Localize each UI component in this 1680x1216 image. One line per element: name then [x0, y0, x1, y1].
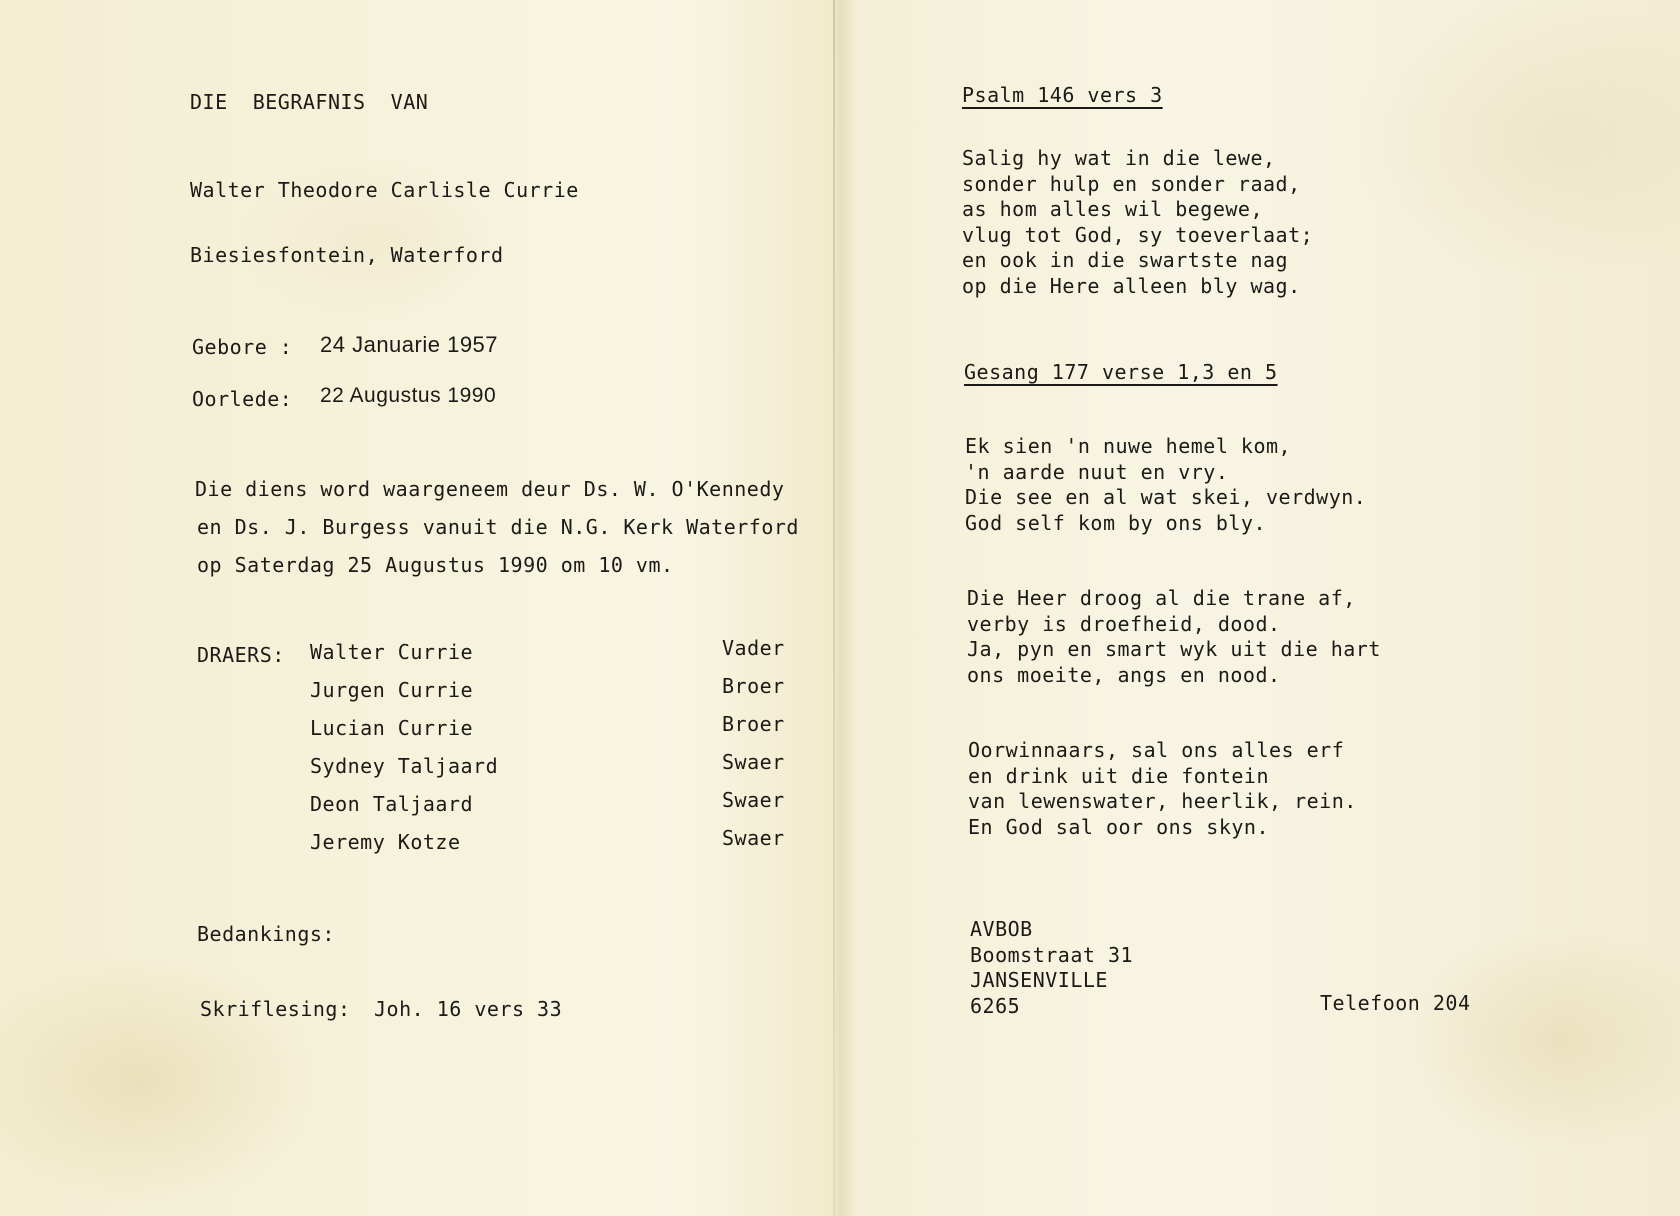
- address-line: 6265: [970, 993, 1021, 1018]
- service-line: en Ds. J. Burgess vanuit die N.G. Kerk Waterford: [197, 515, 799, 539]
- service-line: op Saterdag 25 Augustus 1990 om 10 vm.: [197, 553, 674, 577]
- hymn-verse: [968, 738, 1357, 840]
- address-line: Boomstraat 31: [970, 942, 1134, 967]
- thanks-label: Bedankings:: [197, 922, 335, 946]
- verse-line: as hom alles wil begewe,: [962, 197, 1263, 221]
- hymn-verse: [965, 434, 1366, 536]
- service-line: Die diens word waargeneem deur Ds. W. O'Kennedy: [195, 477, 785, 501]
- verse-line: en ook in die swartste nag: [962, 248, 1289, 272]
- verse-line: en drink uit die fontein: [968, 763, 1269, 788]
- bearer-relation: Swaer: [722, 788, 785, 812]
- bearer-name: Lucian Currie: [310, 716, 474, 740]
- heading: DIE BEGRAFNIS VAN: [190, 90, 429, 114]
- bearer-name: Deon Taljaard: [310, 792, 474, 816]
- bearer-relation: Swaer: [722, 750, 785, 774]
- verse-line: Die see en al wat skei, verdwyn.: [965, 485, 1367, 509]
- telephone: Telefoon 204: [1320, 991, 1471, 1015]
- verse-line: Ek sien 'n nuwe hemel kom,: [965, 434, 1292, 458]
- hymn-title: Gesang 177 verse 1,3 en 5: [964, 360, 1278, 384]
- verse-line: God self kom by ons bly.: [965, 510, 1266, 535]
- bearer-relation: Broer: [722, 674, 785, 698]
- verse-line: vlug tot God, sy toeverlaat;: [962, 222, 1314, 247]
- psalm-verse: [962, 146, 1313, 299]
- verse-line: van lewenswater, heerlik, rein.: [968, 789, 1357, 813]
- verse-line: En God sal oor ons skyn.: [968, 814, 1269, 839]
- died-date: 22 Augustus 1990: [320, 384, 497, 407]
- bearer-name: Jurgen Currie: [310, 678, 474, 702]
- verse-line: sonder hulp en sonder raad,: [962, 171, 1301, 196]
- bearer-relation: Broer: [722, 712, 785, 736]
- funeral-company-address: [970, 917, 1133, 1019]
- bearer-relation: Vader: [722, 636, 785, 660]
- verse-line: verby is droefheid, dood.: [967, 611, 1281, 636]
- verse-line: 'n aarde nuut en vry.: [965, 459, 1229, 484]
- verse-line: ons moeite, angs en nood.: [967, 662, 1281, 687]
- psalm-title: Psalm 146 vers 3: [962, 83, 1163, 107]
- bearer-name: Walter Currie: [310, 640, 474, 664]
- bearer-relation: Swaer: [722, 826, 785, 850]
- verse-line: Ja, pyn en smart wyk uit die hart: [967, 637, 1381, 661]
- born-date: 24 Januarie 1957: [320, 332, 499, 357]
- reading-value: Joh. 16 vers 33: [374, 997, 563, 1021]
- verse-line: op die Here alleen bly wag.: [962, 273, 1301, 298]
- bearer-name: Sydney Taljaard: [310, 754, 499, 778]
- address-line: AVBOB: [970, 917, 1033, 941]
- bearers-label: DRAERS:: [197, 643, 285, 667]
- bearer-name: Jeremy Kotze: [310, 830, 461, 854]
- location: Biesiesfontein, Waterford: [190, 243, 504, 267]
- address-line: JANSENVILLE: [970, 968, 1108, 992]
- deceased-name: Walter Theodore Carlisle Currie: [190, 178, 579, 202]
- born-label: Gebore :: [192, 335, 293, 359]
- verse-line: Oorwinnaars, sal ons alles erf: [968, 738, 1345, 762]
- verse-line: Salig hy wat in die lewe,: [962, 146, 1276, 170]
- hymn-verse: [967, 586, 1381, 688]
- died-label: Oorlede:: [192, 387, 293, 411]
- page-fold: [833, 0, 835, 1216]
- verse-line: Die Heer droog al die trane af,: [967, 586, 1356, 610]
- reading-label: Skriflesing:: [200, 997, 351, 1021]
